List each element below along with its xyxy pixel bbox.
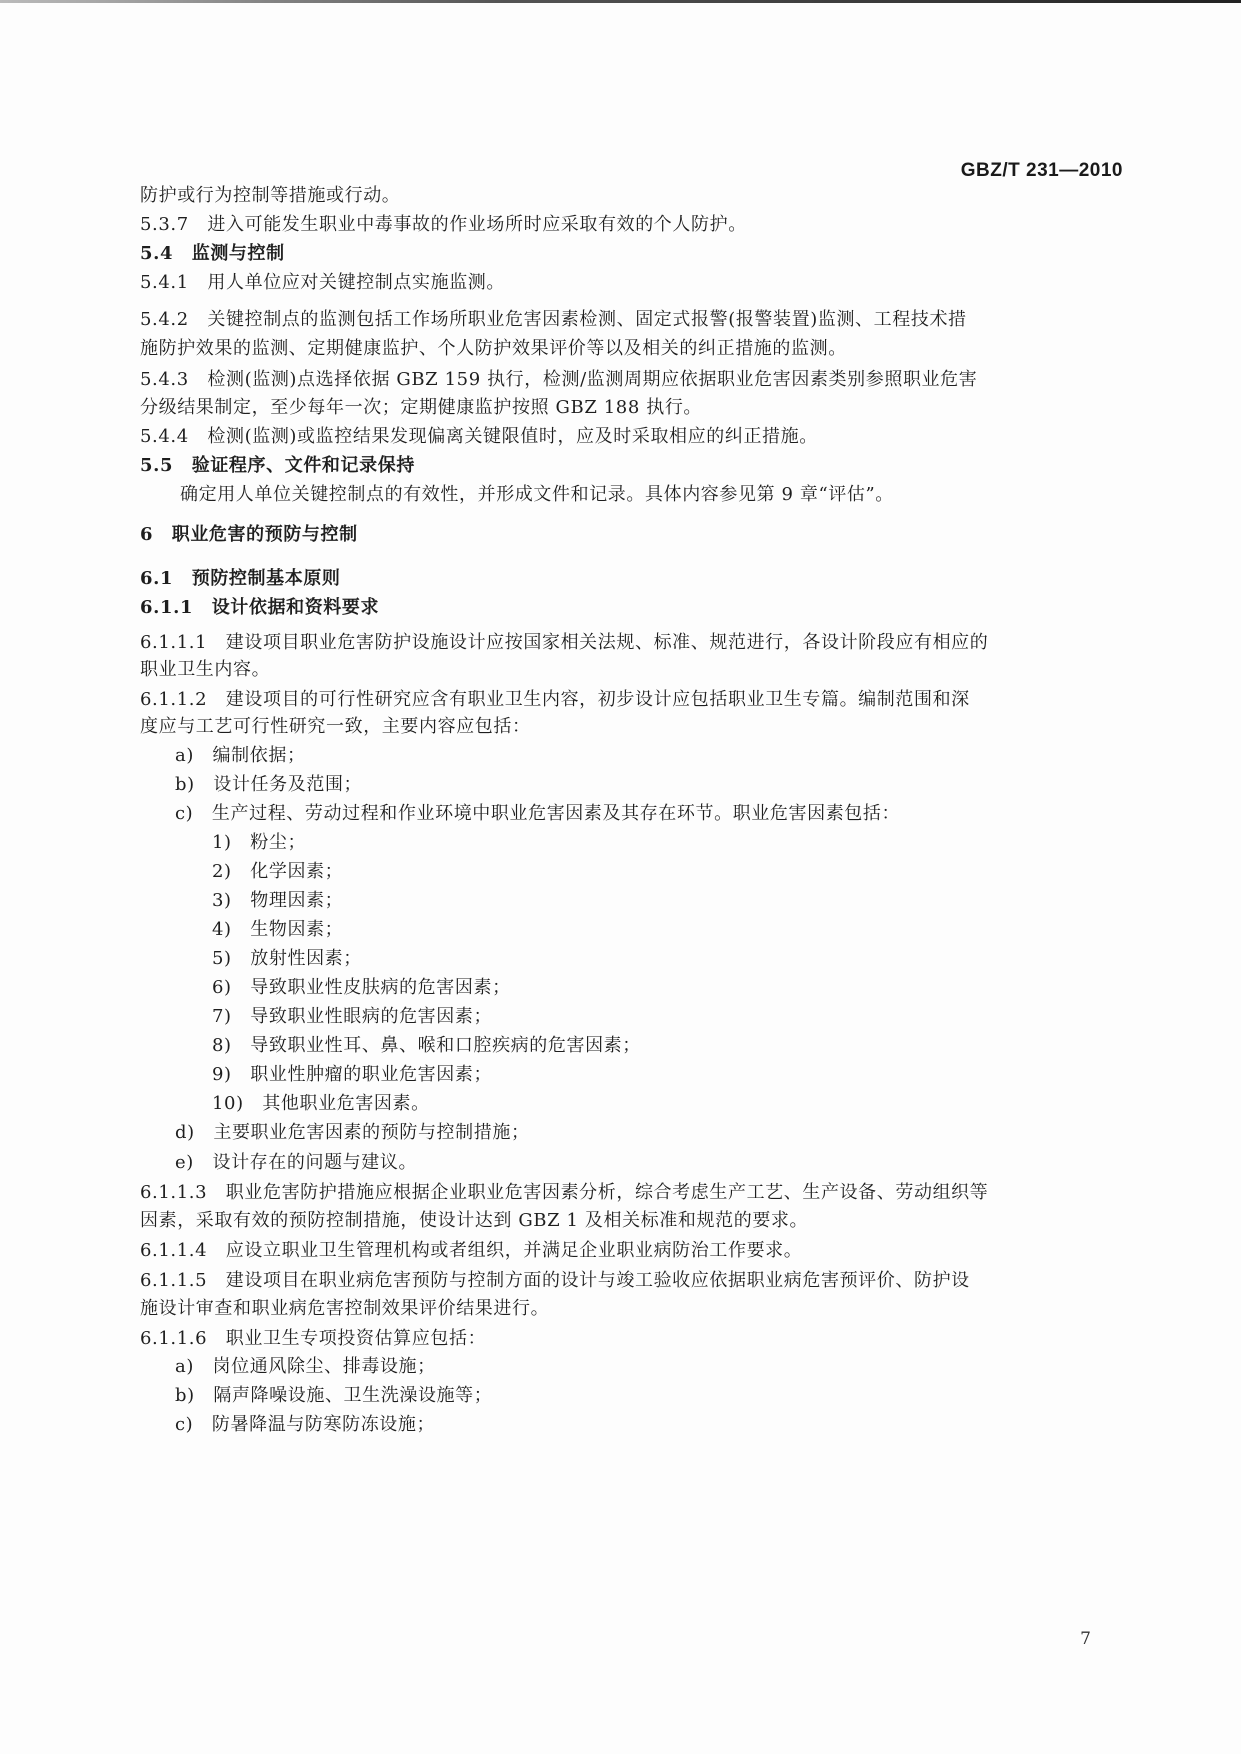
sub-list-item: 7) 导致职业性眼病的危害因素； <box>212 1006 493 1027</box>
clause-5-4-2: 5.4.2 关键控制点的监测包括工作场所职业危害因素检测、固定式报警(报警装置)监测、工程技术措 <box>140 309 967 330</box>
clause-5-3-7: 5.3.7 进入可能发生职业中毒事故的作业场所时应采取有效的个人防护。 <box>140 214 747 235</box>
list-item: e) 设计存在的问题与建议。 <box>175 1152 418 1173</box>
clause-5-4-3: 5.4.3 检测(监测)点选择依据 GBZ 159 执行，检测/监测周期应依据职业危害因素类别参照职业危害 <box>140 369 978 390</box>
section-heading-6-1: 6.1 预防控制基本原则 <box>140 568 341 589</box>
clause-6-1-1-6: 6.1.1.6 职业卫生专项投资估算应包括： <box>140 1328 487 1349</box>
clause-6-1-1-5: 6.1.1.5 建设项目在职业病危害预防与控制方面的设计与竣工验收应依据职业病危害预评价、防护设 <box>140 1270 970 1291</box>
chapter-heading-6: 6 职业危害的预防与控制 <box>140 524 358 545</box>
sub-list-item: 6) 导致职业性皮肤病的危害因素； <box>212 977 511 998</box>
text-line: 因素，采取有效的预防控制措施，使设计达到 GBZ 1 及相关标准和规范的要求。 <box>140 1210 809 1231</box>
clause-6-1-1-4: 6.1.1.4 应设立职业卫生管理机构或者组织，并满足企业职业病防治工作要求。 <box>140 1240 803 1261</box>
text-line: 施设计审查和职业病危害控制效果评价结果进行。 <box>140 1298 550 1319</box>
clause-5-4-4: 5.4.4 检测(监测)或监控结果发现偏离关键限值时，应及时采取相应的纠正措施。 <box>140 426 818 447</box>
text-line: 确定用人单位关键控制点的有效性，并形成文件和记录。具体内容参见第 9 章“评估”。 <box>180 484 894 505</box>
sub-list-item: 5) 放射性因素； <box>212 948 362 969</box>
sub-list-item: 2) 化学因素； <box>212 861 344 882</box>
clause-6-1-1-2: 6.1.1.2 建设项目的可行性研究应含有职业卫生内容，初步设计应包括职业卫生专篇。编制范围和深 <box>140 689 970 710</box>
sub-list-item: 3) 物理因素； <box>212 890 344 911</box>
standard-code-header: GBZ/T 231—2010 <box>960 160 1123 181</box>
list-item: a) 岗位通风除尘、排毒设施； <box>175 1356 436 1377</box>
clause-6-1-1-1: 6.1.1.1 建设项目职业危害防护设施设计应按国家相关法规、标准、规范进行，各设计阶段应有相应的 <box>140 632 989 653</box>
sub-list-item: 9) 职业性肿瘤的职业危害因素； <box>212 1064 493 1085</box>
top-border-rule <box>0 0 1241 3</box>
sub-list-item: 10) 其他职业危害因素。 <box>212 1093 430 1114</box>
list-item: b) 设计任务及范围； <box>175 774 363 795</box>
clause-5-4-1: 5.4.1 用人单位应对关键控制点实施监测。 <box>140 272 505 293</box>
section-heading-5-4: 5.4 监测与控制 <box>140 243 285 264</box>
section-heading-5-5: 5.5 验证程序、文件和记录保持 <box>140 455 415 476</box>
list-item: c) 防暑降温与防寒防冻设施； <box>175 1414 436 1435</box>
text-line: 施防护效果的监测、定期健康监护、个人防护效果评价等以及相关的纠正措施的监测。 <box>140 338 847 359</box>
text-line: 防护或行为控制等措施或行动。 <box>140 185 401 206</box>
section-heading-6-1-1: 6.1.1 设计依据和资料要求 <box>140 597 380 618</box>
sub-list-item: 8) 导致职业性耳、鼻、喉和口腔疾病的危害因素； <box>212 1035 641 1056</box>
sub-list-item: 4) 生物因素； <box>212 919 344 940</box>
page-number: 7 <box>1080 1629 1091 1649</box>
list-item: d) 主要职业危害因素的预防与控制措施； <box>175 1122 530 1143</box>
list-item: c) 生产过程、劳动过程和作业环境中职业危害因素及其存在环节。职业危害因素包括： <box>175 803 901 824</box>
clause-6-1-1-3: 6.1.1.3 职业危害防护措施应根据企业职业危害因素分析，综合考虑生产工艺、生产设备、劳动组织等 <box>140 1182 989 1203</box>
text-line: 度应与工艺可行性研究一致，主要内容应包括： <box>140 716 531 737</box>
list-item: a) 编制依据； <box>175 745 306 766</box>
list-item: b) 隔声降噪设施、卫生洗澡设施等； <box>175 1385 493 1406</box>
text-line: 职业卫生内容。 <box>140 659 271 680</box>
text-line: 分级结果制定，至少每年一次；定期健康监护按照 GBZ 188 执行。 <box>140 397 703 418</box>
sub-list-item: 1) 粉尘； <box>212 832 307 853</box>
